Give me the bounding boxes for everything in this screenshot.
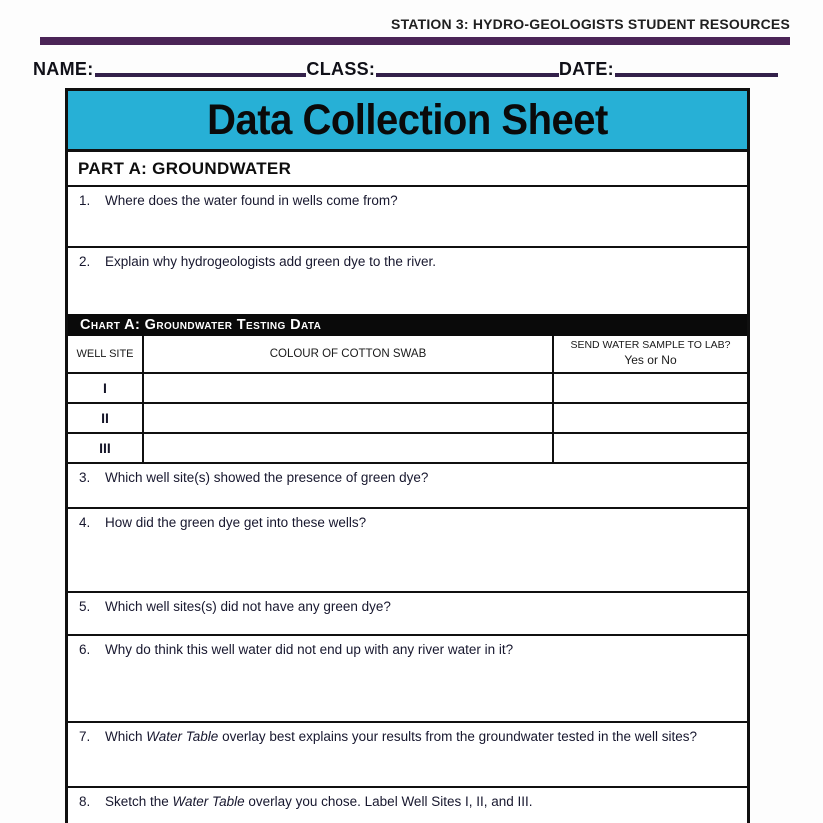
question-row-6 — [68, 636, 747, 723]
worksheet-body — [65, 88, 750, 823]
well-site-cell: I — [68, 374, 144, 402]
swab-answer-cell — [144, 374, 554, 402]
question-row-7 — [68, 723, 747, 788]
date-underline — [615, 73, 778, 77]
table-row-3 — [68, 434, 747, 464]
question-number: 7. — [79, 729, 91, 744]
lab-answer-cell — [554, 374, 747, 402]
question-number: 8. — [79, 794, 91, 809]
well-site-cell: II — [68, 404, 144, 432]
page-header-title: STATION 3: HYDRO-GEOLOGISTS STUDENT RESOURCES — [391, 16, 790, 32]
question-row-4 — [68, 509, 747, 593]
column-header-lab — [554, 336, 747, 372]
divider-bar — [40, 37, 790, 45]
question-number: 1. — [79, 193, 91, 208]
question-text: How did the green dye get into these wells? — [105, 515, 367, 530]
question-text: Explain why hydrogeologists add green dye to the river. — [105, 254, 436, 269]
lab-header-line2: Yes or No — [624, 353, 677, 368]
question-row-5 — [68, 593, 747, 636]
question-text: Sketch the Water Table overlay you chose. Label Well Sites I, II, and III. — [105, 794, 533, 809]
swab-answer-cell — [144, 404, 554, 432]
section-heading: PART A: GROUNDWATER — [68, 152, 747, 187]
column-header-well-site: WELL SITE — [68, 336, 144, 372]
swab-answer-cell — [144, 434, 554, 462]
chart-caption-bar — [68, 314, 747, 336]
column-header-swab: COLOUR OF COTTON SWAB — [144, 336, 554, 372]
question-text: Why do think this well water did not end up with any river water in it? — [105, 642, 514, 657]
sheet-title-bar — [68, 91, 747, 152]
table-row-2 — [68, 404, 747, 434]
class-underline — [376, 73, 559, 77]
question-text: Where does the water found in wells come from? — [105, 193, 398, 208]
name-label: NAME: — [33, 59, 94, 79]
question-row-2 — [68, 248, 747, 314]
table-header-row — [68, 336, 747, 374]
question-row-3 — [68, 464, 747, 509]
chart-caption: Chart A: Groundwater Testing Data — [80, 317, 322, 333]
name-underline — [95, 73, 307, 77]
question-row-8 — [68, 788, 747, 823]
student-info-row — [33, 59, 778, 80]
question-text: Which well site(s) showed the presence of green dye? — [105, 470, 429, 485]
question-number: 5. — [79, 599, 91, 614]
groundwater-data-table — [68, 336, 747, 464]
lab-answer-cell — [554, 434, 747, 462]
question-text: Which well sites(s) did not have any green dye? — [105, 599, 391, 614]
well-site-cell: III — [68, 434, 144, 462]
lab-answer-cell — [554, 404, 747, 432]
question-number: 3. — [79, 470, 91, 485]
question-number: 2. — [79, 254, 91, 269]
question-number: 6. — [79, 642, 91, 657]
sheet-title: Data Collection Sheet — [207, 96, 608, 143]
table-row-1 — [68, 374, 747, 404]
question-row-1 — [68, 187, 747, 248]
question-number: 4. — [79, 515, 91, 530]
lab-header-line1: SEND WATER SAMPLE TO LAB? — [570, 339, 731, 352]
class-label: CLASS: — [306, 59, 376, 79]
question-text: Which Water Table overlay best explains your results from the groundwater tested in the well sites? — [105, 729, 698, 744]
date-label: DATE: — [558, 59, 614, 79]
